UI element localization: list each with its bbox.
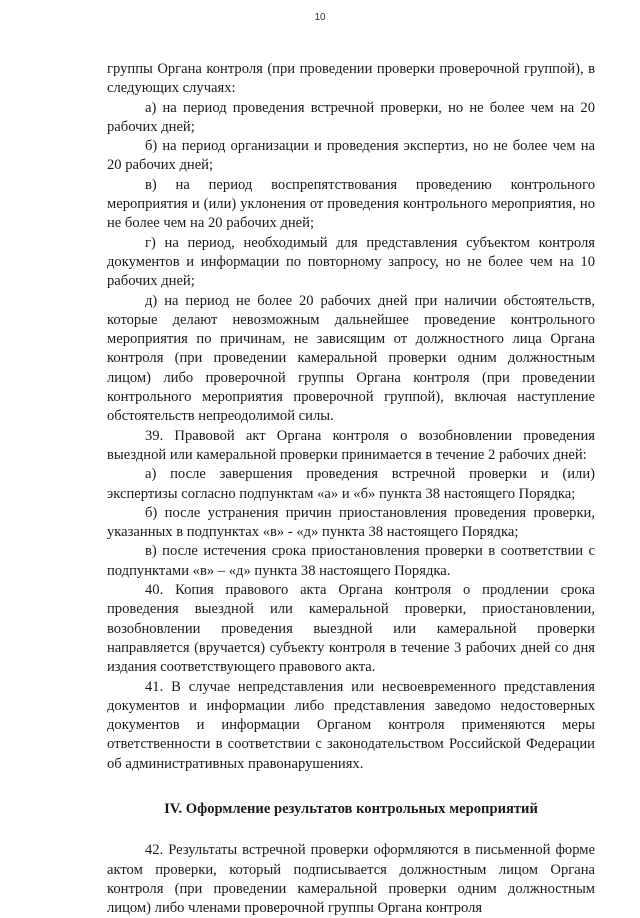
page-number: 10	[314, 12, 326, 23]
document-body	[107, 60, 595, 918]
paragraph: б) после устранения причин приостановления проведения проверки, указанных в подпунктах «в» - «д» пункта 38 настоящего Порядка;	[107, 504, 595, 541]
paragraph: 39. Правовой акт Органа контроля о возобновлении проведения выездной или камеральной проверки принимается в течение 2 рабочих дней:	[107, 427, 595, 463]
section-heading: IV. Оформление результатов контрольных мероприятий	[164, 800, 538, 817]
paragraph: г) на период, необходимый для представления субъектом контроля документов и информации по повторному запросу, но не более чем на 10 рабочих дней;	[107, 234, 595, 290]
paragraph: 42. Результаты встречной проверки оформляются в письменной форме актом проверки, который подписывается должностным лицом Органа контроля (при проведении камеральной проверки одним должностным лицом) либо членами проверочной группы Органа контроля	[107, 842, 595, 917]
paragraph: группы Органа контроля (при проведении проверки проверочной группой), в следующих случаях:	[107, 61, 595, 97]
paragraph: а) после завершения проведения встречной проверки и (или) экспертизы согласно подпунктам «а» и «б» пункта 38 настоящего Порядка;	[107, 466, 595, 502]
paragraphs-bottom	[107, 841, 595, 918]
paragraphs-top	[107, 60, 595, 774]
paragraph: а) на период проведения встречной проверки, но не более чем на 20 рабочих дней;	[107, 99, 595, 135]
paragraph: в) на период воспрепятствования проведению контрольного мероприятия и (или) уклонения от проведения контрольного мероприятия, но не более чем на 20 рабочих дней;	[107, 176, 595, 232]
paragraph: б) на период организации и проведения экспертиз, но не более чем на 20 рабочих дней;	[107, 138, 595, 174]
paragraph: в) после истечения срока приостановления проверки в соответствии с подпунктами «в» – «д» пункта 38 настоящего Порядка.	[107, 543, 595, 579]
paragraph: 41. В случае непредставления или несвоевременного представления документов и информации либо представления заведомо недостоверных документов и информации Органом контроля применяются меры ответственности в соответствии с законодательством Российской Федерации об административных правонарушениях.	[107, 678, 595, 772]
paragraph: 40. Копия правового акта Органа контроля о продлении срока проведения выездной или камеральной проверки, приостановлении, возобновлении проведения выездной или камеральной проверки направляется (вручается) субъекту контроля в течение 3 рабочих дней со дня издания соответствующего правового акта.	[107, 582, 595, 676]
paragraph: д) на период не более 20 рабочих дней при наличии обстоятельств, которые делают невозможным дальнейшее проведение контрольного мероприятия по причинам, не зависящим от должностного лица Органа контроля (при проведении камеральной проверки одним должностным лицом) либо проверочной группы Органа контроля (при проведении контрольного мероприятия проверочной группой), включая наступление обстоятельств непреодолимой силы.	[107, 292, 595, 425]
